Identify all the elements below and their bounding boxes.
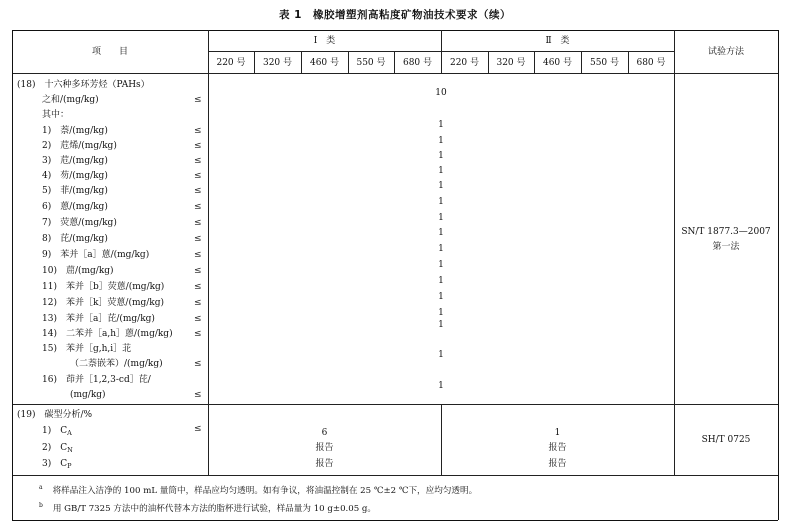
grade-header: 460 号 bbox=[309, 58, 340, 68]
sec18-method-line1: SN/T 1877.3—2007 bbox=[681, 227, 771, 237]
grade-header: 550 号 bbox=[356, 58, 386, 68]
pah-item15-line1: 15) 苯并［g,h,i］苝 bbox=[42, 344, 132, 354]
pah-item-op: ≤ bbox=[194, 234, 202, 244]
sec18-sum-label: 之和/(mg/kg) bbox=[42, 95, 99, 105]
notes-divider-rule bbox=[12, 475, 778, 476]
sec18-title: (18) 十六种多环芳烃（PAHs） bbox=[17, 80, 150, 90]
spec-table bbox=[12, 30, 778, 520]
method-header: 试验方法 bbox=[707, 47, 744, 57]
grade-header: 220 号 bbox=[216, 58, 246, 68]
pah-item-label: 12) 苯并［k］荧蒽/(mg/kg) bbox=[42, 298, 165, 308]
pah-item-op: ≤ bbox=[194, 314, 202, 324]
pah-item-label: 13) 苯并［a］芘/(mg/kg) bbox=[42, 314, 155, 324]
table-bottom-rule bbox=[12, 520, 778, 521]
sec19-title: (19) 碳型分析/% bbox=[17, 410, 93, 420]
pah-item-op: ≤ bbox=[194, 282, 202, 292]
class1-value: 6 bbox=[321, 428, 328, 438]
pah-item-op: ≤ bbox=[194, 156, 202, 166]
sec19-method: SH/T 0725 bbox=[701, 435, 751, 445]
class1-header: Ⅰ 类 bbox=[313, 36, 336, 46]
pah-item-value: 1 bbox=[438, 276, 444, 286]
pah-item-op: ≤ bbox=[194, 126, 202, 136]
footnote-a: $^a$ 将样品注入洁净的 100 mL 量筒中，样品应均匀透明。如有争议，将油温控制在 25 ℃±2 ℃下，应均匀透明。 bbox=[39, 484, 478, 496]
section-divider-rule bbox=[12, 404, 778, 405]
item-header: 项 目 bbox=[91, 47, 128, 57]
grade-header: 320 号 bbox=[262, 58, 293, 68]
pah-item-value: 1 bbox=[438, 197, 444, 207]
footnote-b: $^b$ 用 GB/T 7325 方法中的油杯代替本方法的脂杯进行试验，样品量为 10 g±0.05 g。 bbox=[39, 502, 377, 514]
pah-item-label: 9) 苯并［a］蒽/(mg/kg) bbox=[42, 250, 150, 260]
carbon-row-label: 1) $C_A$ bbox=[42, 426, 72, 437]
pah-item-value: 1 bbox=[438, 136, 444, 146]
grade-header: 220 号 bbox=[449, 58, 480, 68]
pah-item15-line2: （二萘嵌苯）/(mg/kg) bbox=[70, 359, 163, 369]
pah-item-label: 3) 苊/(mg/kg) bbox=[42, 156, 108, 166]
class2-value: 报告 bbox=[548, 459, 567, 469]
carbon-row-label: 2) $C_N$ bbox=[42, 443, 73, 454]
pah-item-value: 1 bbox=[438, 151, 444, 161]
grade-header: 550 号 bbox=[589, 58, 620, 68]
pah-item-value: 1 bbox=[438, 292, 444, 302]
pah-item-label: 14) 二苯并［a,h］蒽/(mg/kg) bbox=[42, 329, 173, 339]
carbon-row-label: 3) $C_P$ bbox=[42, 459, 72, 470]
pah-item-value: 1 bbox=[438, 166, 444, 176]
table-title: 表 1 橡胶增塑剂高粘度矿物油技术要求（续） bbox=[279, 9, 511, 21]
pah-item-value: 1 bbox=[438, 120, 444, 130]
sec18-method-line2: 第一法 bbox=[712, 242, 740, 252]
pah-item-op: ≤ bbox=[194, 266, 202, 276]
pah-item-label: 8) 芘/(mg/kg) bbox=[42, 234, 108, 244]
pah-item-op: ≤ bbox=[194, 202, 202, 212]
pah-item-value: 1 bbox=[438, 181, 444, 191]
pah-item-op: ≤ bbox=[194, 329, 202, 339]
pah-item-label: 1) 萘/(mg/kg) bbox=[42, 126, 108, 136]
sec18-sum-value: 10 bbox=[435, 88, 447, 98]
pah-item16-line1: 16) 茚并［1,2,3-cd］芘/ bbox=[42, 375, 151, 385]
class1-value: 报告 bbox=[315, 443, 334, 453]
carbon-row-op: ≤ bbox=[194, 424, 202, 434]
grade-header: 320 号 bbox=[496, 58, 526, 68]
grade-header: 460 号 bbox=[542, 58, 573, 68]
table-top-rule bbox=[12, 30, 778, 31]
pah-item-value: 1 bbox=[438, 320, 444, 330]
class1-value: 报告 bbox=[315, 459, 334, 469]
class2-value: 报告 bbox=[548, 443, 567, 453]
pah-item-value: 1 bbox=[438, 381, 444, 391]
table-right-rule bbox=[778, 30, 779, 520]
pah-item-label: 6) 蒽/(mg/kg) bbox=[42, 202, 108, 212]
pah-item-op: ≤ bbox=[194, 141, 202, 151]
pah-item-op: ≤ bbox=[194, 359, 202, 369]
pah-item-label: 7) 荧蒽/(mg/kg) bbox=[42, 218, 117, 228]
pah-item-label: 5) 菲/(mg/kg) bbox=[42, 186, 108, 196]
class2-value: 1 bbox=[554, 428, 561, 438]
pah-item-op: ≤ bbox=[194, 171, 202, 181]
pah-item-op: ≤ bbox=[194, 390, 202, 400]
grade-header: 680 号 bbox=[402, 58, 433, 68]
pah-item-label: 2) 苊烯/(mg/kg) bbox=[42, 141, 117, 151]
pah-item-value: 1 bbox=[438, 260, 444, 270]
table-left-rule bbox=[12, 30, 13, 520]
pah-item-value: 1 bbox=[438, 308, 444, 318]
header-bottom-rule bbox=[12, 73, 778, 74]
pah-item-op: ≤ bbox=[194, 298, 202, 308]
pah-item-label: 10) 䓛/(mg/kg) bbox=[42, 266, 114, 276]
pah-item-value: 1 bbox=[438, 213, 444, 223]
grade-header: 680 号 bbox=[636, 58, 666, 68]
pah-item16-line2: (mg/kg) bbox=[70, 390, 106, 400]
pah-item-label: 4) 芴/(mg/kg) bbox=[42, 171, 108, 181]
pah-item-op: ≤ bbox=[194, 218, 202, 228]
pah-item-value: 1 bbox=[438, 350, 444, 360]
pah-item-op: ≤ bbox=[194, 250, 202, 260]
sec18-among-label: 其中： bbox=[42, 110, 70, 120]
pah-item-value: 1 bbox=[438, 228, 444, 238]
pah-item-value: 1 bbox=[438, 244, 444, 254]
pah-item-label: 11) 苯并［b］荧蒽/(mg/kg) bbox=[42, 282, 165, 292]
class2-header: Ⅱ 类 bbox=[545, 36, 570, 46]
sec18-sum-op: ≤ bbox=[194, 95, 202, 105]
pah-item-op: ≤ bbox=[194, 186, 202, 196]
